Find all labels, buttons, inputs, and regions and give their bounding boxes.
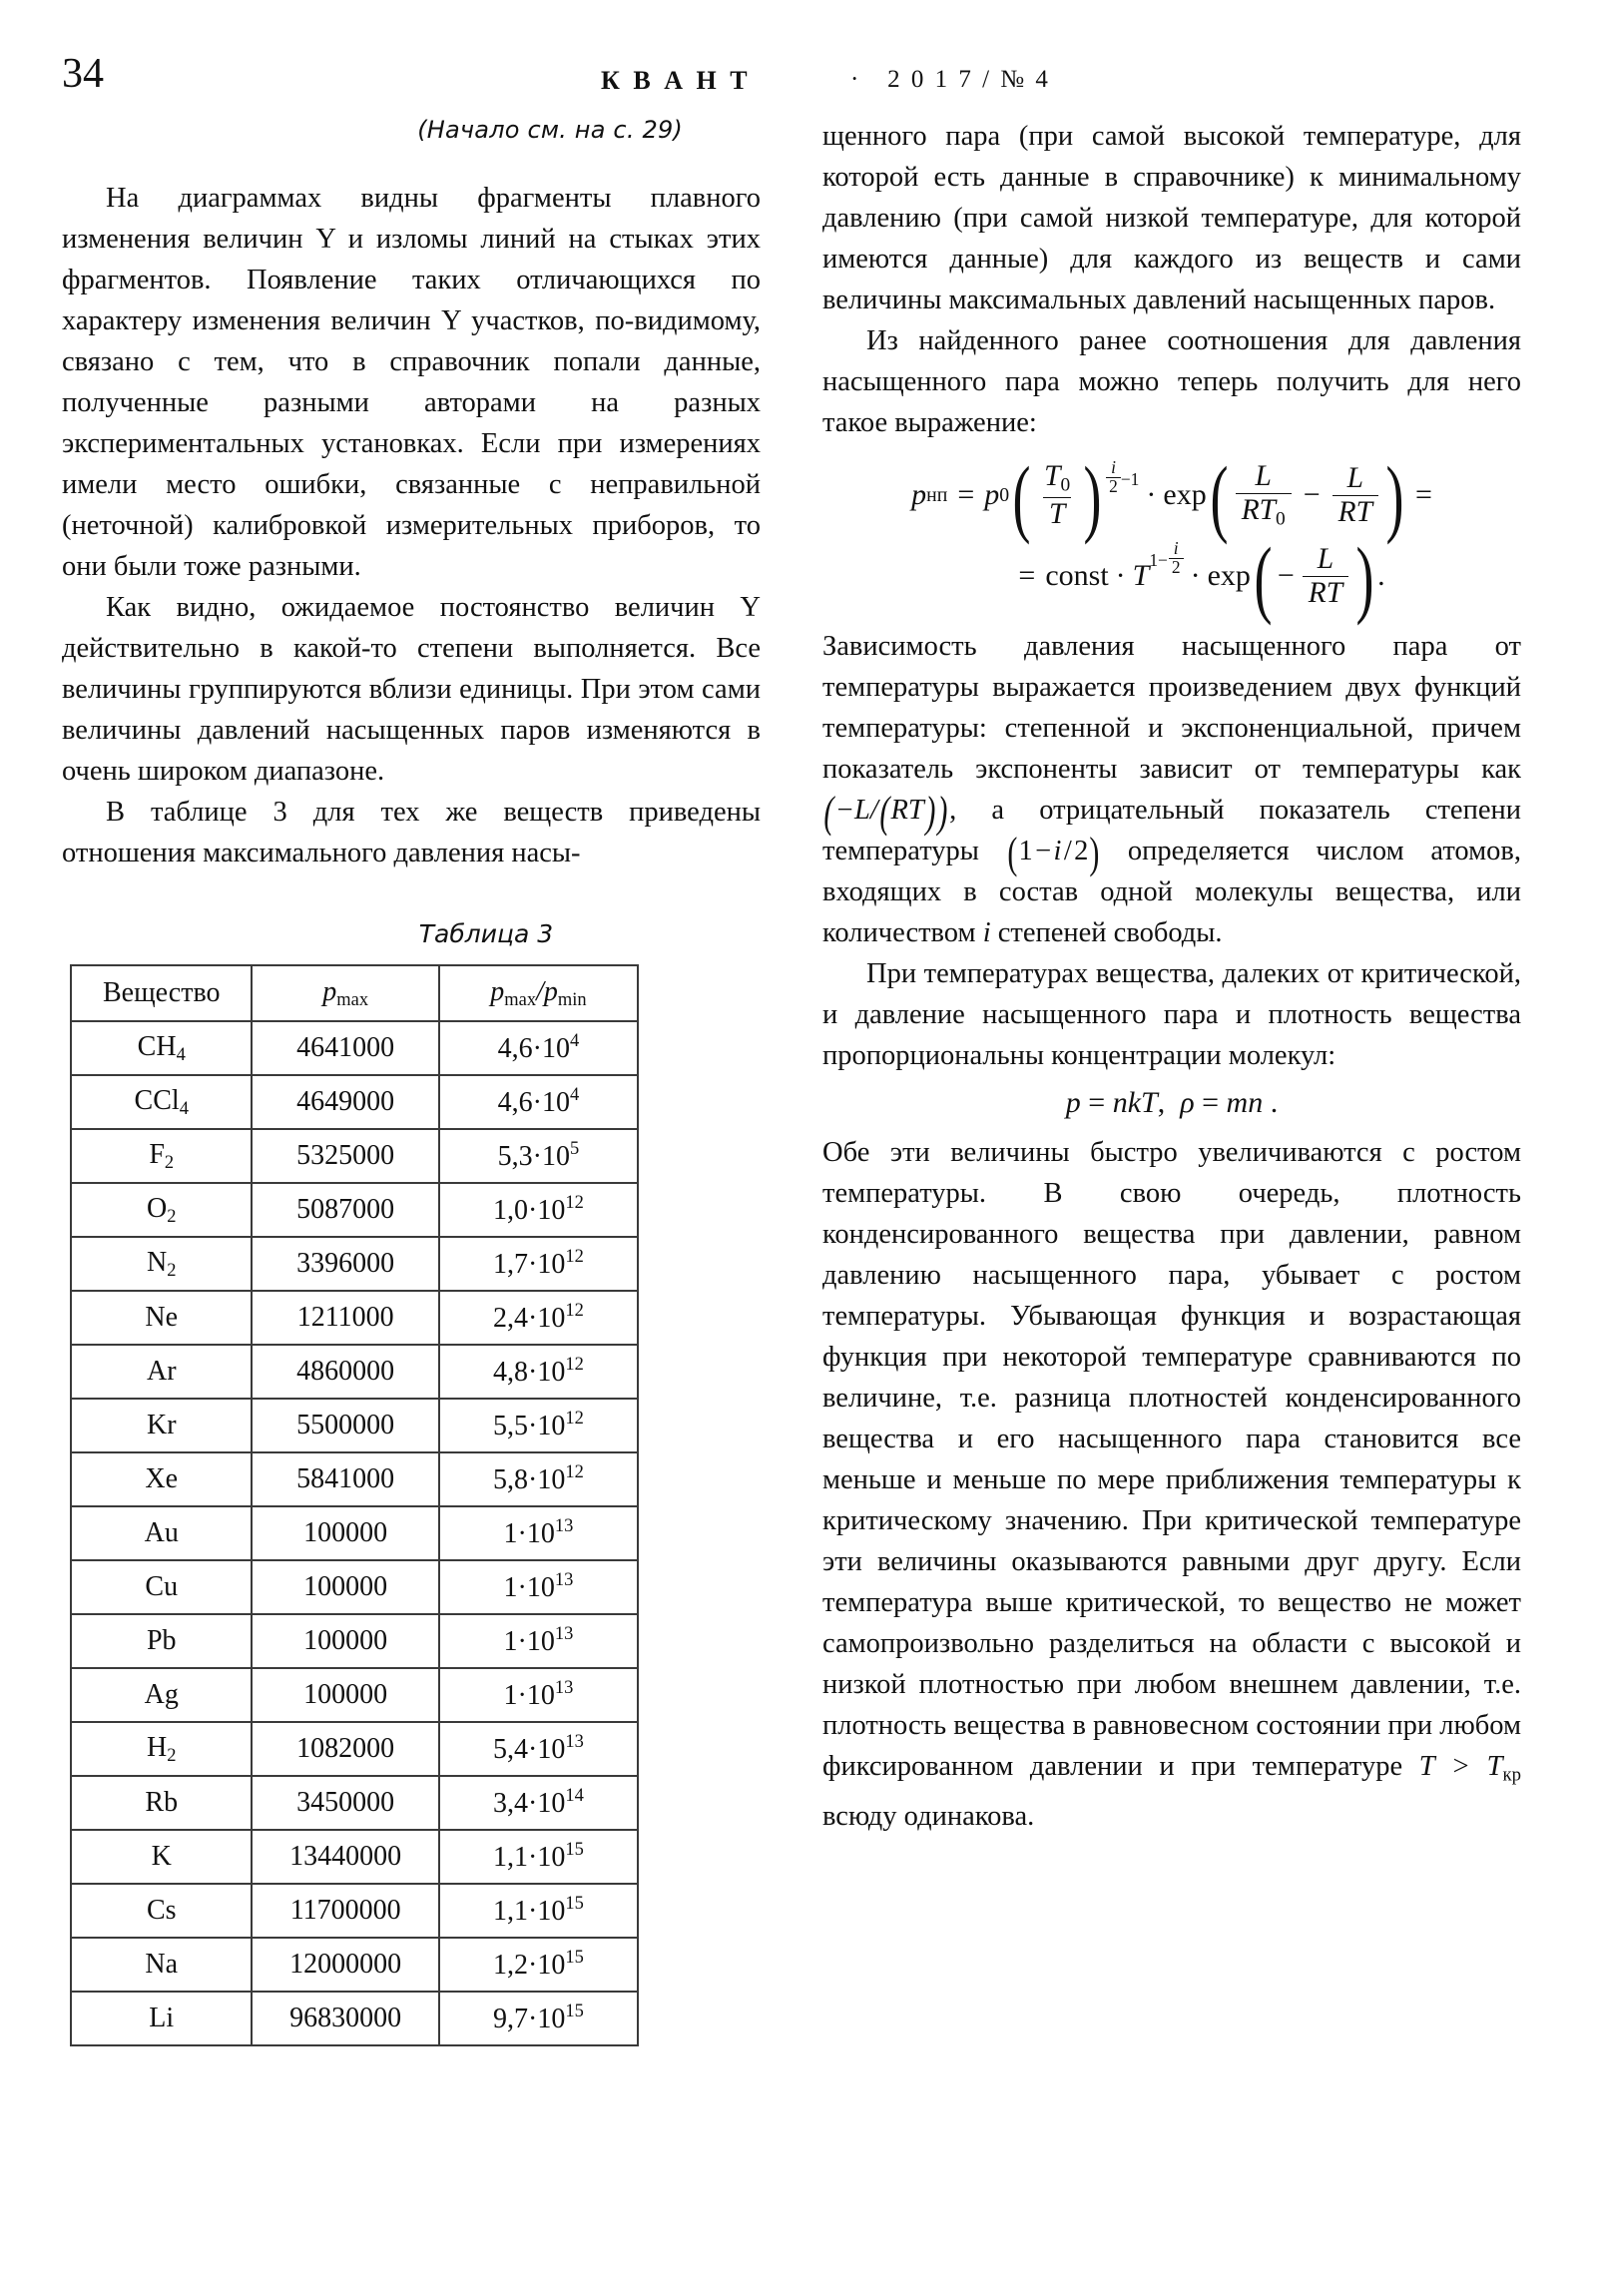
cell-ratio xyxy=(439,1075,638,1129)
exponent-numerator: i xyxy=(1111,457,1116,478)
left-paragraph-2: Как видно, ожидаемое постоянство величин Υ действительно в какой-то степени выполняется. Все величины группируются вблизи единицы. При этом сами величины давлений насыщенных паров изменяются в очень широком диапазоне. xyxy=(62,592,761,787)
column-header-substance: Вещество xyxy=(71,965,252,1021)
ratio-exponent: 12 xyxy=(565,1300,584,1321)
cell-substance xyxy=(71,1452,252,1506)
table-row xyxy=(71,1938,638,1992)
ratio-exponent: 12 xyxy=(565,1246,584,1267)
ratio-dot: · xyxy=(528,1464,538,1496)
inline-close-paren-3: ) xyxy=(1089,829,1100,878)
ratio-mantissa: 4,8 xyxy=(493,1357,529,1389)
ratio-mantissa: 1,1 xyxy=(493,1842,529,1874)
cell-pmax: 4641000 xyxy=(252,1021,438,1075)
ratio-exponent: 5 xyxy=(569,1138,580,1159)
ratio-mantissa: 1 xyxy=(503,1626,518,1658)
cell-pmax: 4860000 xyxy=(252,1345,438,1399)
exponent-fraction-i-over-2 xyxy=(1106,459,1121,496)
ratio-dot: · xyxy=(532,1087,542,1119)
formula-p0-subscript: 0 xyxy=(999,483,1010,506)
nkT-symbol: nkT xyxy=(1112,1086,1158,1120)
ratio-base: 10 xyxy=(537,1464,566,1496)
cell-substance xyxy=(71,1884,252,1938)
L-numerator-1: L xyxy=(1255,460,1272,492)
ratio-base: 10 xyxy=(526,1626,555,1658)
RT-denominator: RT xyxy=(1332,495,1378,528)
pmax-symbol: p xyxy=(322,975,337,1007)
rho-symbol: ρ xyxy=(1180,1086,1195,1120)
substance-name: K xyxy=(151,1841,172,1872)
formula-line-2 xyxy=(822,529,1521,627)
cell-substance xyxy=(71,1938,252,1992)
cell-substance xyxy=(71,1668,252,1722)
ratio-exponent: 12 xyxy=(565,1408,584,1429)
ratio-mantissa: 1 xyxy=(503,1572,518,1604)
cell-substance xyxy=(71,1399,252,1452)
ratio-den-symbol: p xyxy=(543,975,558,1007)
exponent-minus-one: −1 xyxy=(1120,468,1140,489)
cell-ratio xyxy=(439,1668,638,1722)
column-header-ratio xyxy=(439,965,638,1021)
exp-function-label-1: exp xyxy=(1163,478,1207,512)
ratio-mantissa: 2,4 xyxy=(493,1303,529,1335)
substance-name: Rb xyxy=(145,1787,179,1818)
ratio-mantissa: 5,5 xyxy=(493,1411,529,1442)
cell-ratio xyxy=(439,1021,638,1075)
cell-substance xyxy=(71,1237,252,1291)
ratio-dot: · xyxy=(528,1734,538,1766)
cell-substance xyxy=(71,1722,252,1776)
cell-substance xyxy=(71,1992,252,2045)
formula-equals-1: = xyxy=(957,478,975,512)
cell-substance xyxy=(71,1506,252,1560)
close-paren-1: ) xyxy=(1083,448,1102,546)
right-paragraph-1: щенного пара (при самой высокой температуре, для которой есть данные в справочнике) к минимальному давлению (при самой низкой температуре, для которой имеются данные) для каждого из веществ и сами величины максимальных давлений насыщенных паров. xyxy=(822,121,1521,315)
fraction-L-over-RT xyxy=(1332,463,1378,528)
pnkt-period: . xyxy=(1270,1086,1279,1120)
ratio-dot: · xyxy=(528,1896,538,1928)
L-numerator-3: L xyxy=(1317,542,1334,575)
ratio-dot: · xyxy=(528,1950,538,1982)
right-paragraph-5-part-b: всюду одинакова. xyxy=(822,1800,1035,1832)
exponent-numerator-b: i xyxy=(1173,537,1179,558)
substance-name: Xe xyxy=(145,1463,179,1494)
fraction-T0-over-T xyxy=(1038,461,1076,530)
cell-pmax: 100000 xyxy=(252,1506,438,1560)
cell-pmax: 96830000 xyxy=(252,1992,438,2045)
ratio-dot: · xyxy=(532,1141,542,1173)
table-row xyxy=(71,1560,638,1614)
substance-name: Au xyxy=(144,1517,179,1548)
cell-ratio xyxy=(439,1291,638,1345)
ratio-mantissa: 4,6 xyxy=(497,1033,533,1065)
exponent-denominator: 2 xyxy=(1106,477,1121,496)
table-row xyxy=(71,1021,638,1075)
cell-ratio xyxy=(439,1237,638,1291)
inline-math-i-symbol: i xyxy=(982,917,991,949)
cell-substance xyxy=(71,1075,252,1129)
ratio-dot: · xyxy=(532,1033,542,1065)
table-row xyxy=(71,1722,638,1776)
ratio-base: 10 xyxy=(526,1680,555,1712)
cell-substance xyxy=(71,1830,252,1884)
cell-ratio xyxy=(439,1614,638,1668)
formula-minus-2: − xyxy=(1277,559,1295,593)
ratio-mantissa: 9,7 xyxy=(493,2004,529,2035)
cell-substance xyxy=(71,1021,252,1075)
ratio-exponent: 15 xyxy=(565,1839,584,1860)
cell-pmax: 5841000 xyxy=(252,1452,438,1506)
ratio-exponent: 15 xyxy=(565,2001,584,2021)
ratio-exponent: 12 xyxy=(565,1192,584,1213)
formula-p-equals-nkt xyxy=(822,1086,1521,1120)
T0-symbol: T xyxy=(1044,460,1061,492)
fraction-L-over-RT0 xyxy=(1236,461,1292,530)
ratio-base: 10 xyxy=(537,1788,566,1820)
ratio-mantissa: 3,4 xyxy=(493,1788,529,1820)
fraction-denominator: T xyxy=(1043,497,1071,530)
cell-pmax: 100000 xyxy=(252,1560,438,1614)
cell-ratio xyxy=(439,1884,638,1938)
formula-lhs-symbol: p xyxy=(911,478,927,512)
substance-name: Ar xyxy=(146,1356,177,1387)
cell-ratio xyxy=(439,1776,638,1830)
inline-close-paren-2: ) xyxy=(925,788,936,838)
right-paragraph-3-part-d: степеней свободы. xyxy=(997,917,1223,949)
formula-p0-symbol: p xyxy=(984,478,1000,512)
table-row xyxy=(71,1345,638,1399)
ratio-exponent: 13 xyxy=(554,1677,574,1698)
ratio-base: 10 xyxy=(537,1249,566,1281)
ratio-dot: · xyxy=(528,1195,538,1227)
substance-name: Cs xyxy=(146,1895,177,1926)
ratio-exponent: 13 xyxy=(554,1569,574,1590)
substance-name: Li xyxy=(149,2003,175,2033)
close-paren-3: ) xyxy=(1355,529,1374,627)
ratio-exponent: 12 xyxy=(565,1461,584,1482)
right-paragraph-5-part-a: Обе эти величины быстро увеличиваются с ростом температуры. В свою очередь, плотность конденсированного вещества при давлении, равном давлению насыщенного пара, убывает с ростом температуры. Убывающая функция и возрастающая функция при некоторой температуре сравниваются по величине, т.е. разница плотностей конденсированного вещества и его насыщенного пара становится все меньше и меньше по мере приближения температуры к критическому значению. При критической температуре эти величины оказываются равными друг другу. Если температура выше критической, то вещество не может самопроизвольно разделиться на области с высокой и низкой плотностью при любом внешнем давлении, т.е. плотность вещества в равновесном состоянии при любом фиксированном давлении и при температуре xyxy=(822,1137,1521,1783)
ratio-dot: · xyxy=(528,1357,538,1389)
inline-open-paren-3: ( xyxy=(1007,829,1018,878)
T-gt-Tkr-base: T > T xyxy=(1418,1751,1503,1783)
ratio-slash: / xyxy=(536,975,544,1007)
cell-pmax: 4649000 xyxy=(252,1075,438,1129)
ratio-dot: · xyxy=(528,1842,538,1874)
substance-name: Ag xyxy=(144,1679,179,1710)
L-numerator-2: L xyxy=(1346,461,1363,494)
table-row xyxy=(71,1992,638,2045)
table-head xyxy=(71,965,638,1021)
ratio-base: 10 xyxy=(537,1950,566,1982)
pnkt-equals-2: = xyxy=(1202,1086,1220,1120)
cell-ratio xyxy=(439,1183,638,1237)
RT0-subscript: 0 xyxy=(1276,508,1286,530)
ratio-exponent: 15 xyxy=(565,1893,584,1914)
inline-open-paren-2: ( xyxy=(879,788,890,838)
ratio-base: 10 xyxy=(537,1411,566,1442)
page-number: 34 xyxy=(62,51,104,97)
fraction-numerator xyxy=(1038,461,1076,497)
ratio-base: 10 xyxy=(537,2004,566,2035)
ratio-mantissa: 5,4 xyxy=(493,1734,529,1766)
T0-subscript: 0 xyxy=(1060,474,1071,496)
inline-open-paren-1: ( xyxy=(823,788,834,838)
table-row xyxy=(71,1614,638,1668)
inline-math-power-expression: (1 − i / 2) xyxy=(1007,829,1100,878)
table-row xyxy=(71,1776,638,1830)
cell-substance xyxy=(71,1345,252,1399)
substance-name: Cu xyxy=(145,1571,179,1602)
ratio-exponent: 13 xyxy=(554,1623,574,1644)
ratio-base: 10 xyxy=(537,1842,566,1874)
ratio-base: 10 xyxy=(537,1303,566,1335)
ratio-mantissa: 1 xyxy=(503,1680,518,1712)
cell-ratio xyxy=(439,1992,638,2045)
exp-function-label-2: exp xyxy=(1207,559,1251,593)
formula-lhs-subscript: нп xyxy=(926,483,948,506)
ratio-base: 10 xyxy=(537,1195,566,1227)
const-label: const xyxy=(1045,559,1109,593)
cell-ratio xyxy=(439,1830,638,1884)
substance-subscript: 2 xyxy=(167,1206,177,1227)
ratio-mantissa: 5,8 xyxy=(493,1464,529,1496)
exponent-group-1 xyxy=(1105,457,1140,514)
cell-pmax: 3396000 xyxy=(252,1237,438,1291)
cell-pmax: 13440000 xyxy=(252,1830,438,1884)
open-paren-1: ( xyxy=(1012,448,1031,546)
cell-ratio xyxy=(439,1938,638,1992)
exponent-fraction-i-over-2-b xyxy=(1169,537,1184,577)
ratio-dot: · xyxy=(517,1518,527,1550)
table-row xyxy=(71,1237,638,1291)
multiplication-dot-1: · xyxy=(1146,478,1157,512)
ratio-mantissa: 1,2 xyxy=(493,1950,529,1982)
right-paragraph-3-part-b: , а отрицательный показатель степени температуры xyxy=(822,795,1521,867)
substance-subscript: 4 xyxy=(179,1098,189,1119)
formula-minus-1: − xyxy=(1303,478,1321,512)
ratio-base: 10 xyxy=(537,1734,566,1766)
RT-denominator-b: RT xyxy=(1303,576,1348,609)
cell-substance xyxy=(71,1183,252,1237)
mn-symbol: mn xyxy=(1226,1086,1264,1120)
ratio-dot: · xyxy=(528,1249,538,1281)
table-row xyxy=(71,1129,638,1183)
RT0-denominator xyxy=(1236,493,1292,530)
pmax-subscript: max xyxy=(336,989,369,1010)
right-paragraph-3-part-c: определяется числом атомов, входящих в состав одной молекулы вещества, или количеством xyxy=(822,836,1521,949)
substance-name: Pb xyxy=(146,1625,177,1656)
ratio-exponent: 4 xyxy=(569,1084,580,1105)
substance-name: F xyxy=(149,1138,165,1170)
ratio-mantissa: 1,1 xyxy=(493,1896,529,1928)
cell-pmax: 11700000 xyxy=(252,1884,438,1938)
ratio-exponent: 12 xyxy=(565,1354,584,1375)
exponent-group-2 xyxy=(1149,537,1183,595)
continuation-note: (Начало см. на с. 29) xyxy=(417,116,683,144)
formula-trailing-equals: = xyxy=(1414,478,1432,512)
right-paragraph-3 xyxy=(822,626,1521,953)
inline-close-paren-1: ) xyxy=(937,788,948,838)
ratio-mantissa: 1,7 xyxy=(493,1249,529,1281)
inline-math-exponent-argument: (−L/(RT)) xyxy=(823,788,948,838)
cell-ratio xyxy=(439,1506,638,1560)
substance-name: Ne xyxy=(145,1302,179,1333)
substance-name: CH xyxy=(137,1030,177,1062)
substance-name: O xyxy=(147,1192,168,1224)
right-paragraph-5 xyxy=(822,1132,1521,1836)
formula-line-1 xyxy=(822,448,1521,546)
T-symbol: T xyxy=(1132,559,1150,593)
table-row xyxy=(71,1183,638,1237)
close-paren-2: ) xyxy=(1385,448,1404,546)
substance-subscript: 2 xyxy=(167,1260,177,1281)
multiplication-dot-3: · xyxy=(1190,559,1201,593)
substance-subscript: 2 xyxy=(164,1152,175,1173)
cell-pmax: 100000 xyxy=(252,1668,438,1722)
cell-pmax: 12000000 xyxy=(252,1938,438,1992)
Tkr-subscript: кр xyxy=(1502,1764,1522,1786)
table-row xyxy=(71,1399,638,1452)
table-body xyxy=(71,1021,638,2045)
p-symbol: p xyxy=(1065,1086,1081,1120)
ratio-mantissa: 5,3 xyxy=(497,1141,533,1173)
substance-name: CCl xyxy=(134,1084,180,1116)
formula-equals-2: = xyxy=(1018,559,1036,593)
ratio-dot: · xyxy=(528,1788,538,1820)
pnkt-equals: = xyxy=(1088,1086,1106,1120)
substance-name: Kr xyxy=(146,1410,177,1440)
cell-substance xyxy=(71,1129,252,1183)
table-row xyxy=(71,1452,638,1506)
cell-pmax: 5500000 xyxy=(252,1399,438,1452)
pnkt-comma: , xyxy=(1157,1086,1166,1120)
table-3 xyxy=(70,964,639,2046)
cell-ratio xyxy=(439,1560,638,1614)
table-header-row xyxy=(71,965,638,1021)
cell-substance xyxy=(71,1291,252,1345)
magazine-issue xyxy=(850,66,1050,94)
cell-ratio xyxy=(439,1722,638,1776)
exponent-denominator-b: 2 xyxy=(1169,558,1184,577)
cell-pmax: 5087000 xyxy=(252,1183,438,1237)
magazine-title: К В А Н Т xyxy=(601,66,752,95)
table-row xyxy=(71,1506,638,1560)
cell-pmax: 5325000 xyxy=(252,1129,438,1183)
right-column xyxy=(822,116,1521,1837)
column-header-pmax xyxy=(252,965,438,1021)
left-paragraph-1: На диаграммах видны фрагменты плавного изменения величин Υ и изломы линий на стыках этих фрагментов. Появление таких отличающихся по характеру изменения величин Υ участков, по-видимому, связано с тем, что в справочник попали данные, полученные разными авторами на разных экспериментальных установках. Если при измерениях имели место ошибки, связанные с неправильной (неточной) калибровкой измерительных приборов, то они были тоже разными. xyxy=(62,183,761,582)
two-column-body xyxy=(62,116,1535,2046)
cell-ratio xyxy=(439,1129,638,1183)
cell-pmax: 100000 xyxy=(252,1614,438,1668)
ratio-num-subscript: max xyxy=(504,989,537,1010)
cell-ratio xyxy=(439,1399,638,1452)
table-row xyxy=(71,1075,638,1129)
cell-pmax: 1211000 xyxy=(252,1291,438,1345)
open-paren-2: ( xyxy=(1210,448,1229,546)
ratio-dot: · xyxy=(528,1411,538,1442)
ratio-mantissa: 1 xyxy=(503,1518,518,1550)
RT-symbol-1: RT xyxy=(1241,493,1277,526)
ratio-exponent: 14 xyxy=(565,1785,584,1806)
ratio-num-symbol: p xyxy=(490,975,505,1007)
ratio-mantissa: 1,0 xyxy=(493,1195,529,1227)
formula-period: . xyxy=(1377,559,1385,593)
right-paragraph-3-part-a: Зависимость давления насыщенного пара от температуры выражается произведением двух функций температуры: степенной и экспоненциальной, причем показатель экспоненты зависит от температуры как xyxy=(822,631,1521,786)
ratio-dot: · xyxy=(517,1626,527,1658)
ratio-exponent: 4 xyxy=(569,1030,580,1051)
ratio-base: 10 xyxy=(541,1033,570,1065)
table-row xyxy=(71,1830,638,1884)
issue-text: 2 0 1 7 / № 4 xyxy=(887,66,1051,93)
ratio-dot: · xyxy=(528,2004,538,2035)
cell-substance xyxy=(71,1776,252,1830)
ratio-dot: · xyxy=(528,1303,538,1335)
table-row xyxy=(71,1291,638,1345)
left-column xyxy=(62,116,761,2046)
ratio-mantissa: 4,6 xyxy=(497,1087,533,1119)
cell-pmax: 1082000 xyxy=(252,1722,438,1776)
inline-math-critical-temperature xyxy=(1418,1751,1522,1786)
right-paragraph-4: При температурах вещества, далеких от критической, и давление насыщенного пара и плотность вещества пропорциональны концентрации молекул: xyxy=(822,958,1521,1072)
ratio-exponent: 13 xyxy=(565,1731,584,1752)
cell-ratio xyxy=(439,1345,638,1399)
cell-ratio xyxy=(439,1452,638,1506)
substance-subscript: 2 xyxy=(167,1745,177,1766)
ratio-dot: · xyxy=(517,1680,527,1712)
cell-substance xyxy=(71,1614,252,1668)
left-paragraph-3: В таблице 3 для тех же веществ приведены отношения максимального давления насы- xyxy=(62,797,761,868)
multiplication-dot-2: · xyxy=(1115,559,1126,593)
ratio-exponent: 15 xyxy=(565,1947,584,1968)
table-caption: Таблица 3 xyxy=(418,919,554,948)
cell-substance xyxy=(71,1560,252,1614)
open-paren-3: ( xyxy=(1254,529,1273,627)
right-paragraph-2: Из найденного ранее соотношения для давления насыщенного пара можно теперь получить для него такое выражение: xyxy=(822,325,1521,438)
ratio-base: 10 xyxy=(537,1896,566,1928)
ratio-base: 10 xyxy=(537,1357,566,1389)
issue-separator: · xyxy=(850,66,861,93)
ratio-dot: · xyxy=(517,1572,527,1604)
table-row xyxy=(71,1668,638,1722)
ratio-base: 10 xyxy=(526,1572,555,1604)
exponent-one-minus: 1− xyxy=(1149,549,1168,570)
cell-pmax: 3450000 xyxy=(252,1776,438,1830)
substance-subscript: 4 xyxy=(176,1044,186,1065)
table-row xyxy=(71,1884,638,1938)
ratio-base: 10 xyxy=(541,1141,570,1173)
ratio-exponent: 13 xyxy=(554,1515,574,1536)
ratio-den-subscript: min xyxy=(557,989,587,1010)
running-head xyxy=(62,38,1535,116)
substance-name: Na xyxy=(145,1949,179,1980)
formula-saturated-pressure xyxy=(822,448,1521,627)
substance-name: N xyxy=(147,1246,168,1278)
substance-name: H xyxy=(147,1731,168,1763)
ratio-base: 10 xyxy=(526,1518,555,1550)
ratio-base: 10 xyxy=(541,1087,570,1119)
fraction-L-over-RT-b xyxy=(1303,544,1348,609)
